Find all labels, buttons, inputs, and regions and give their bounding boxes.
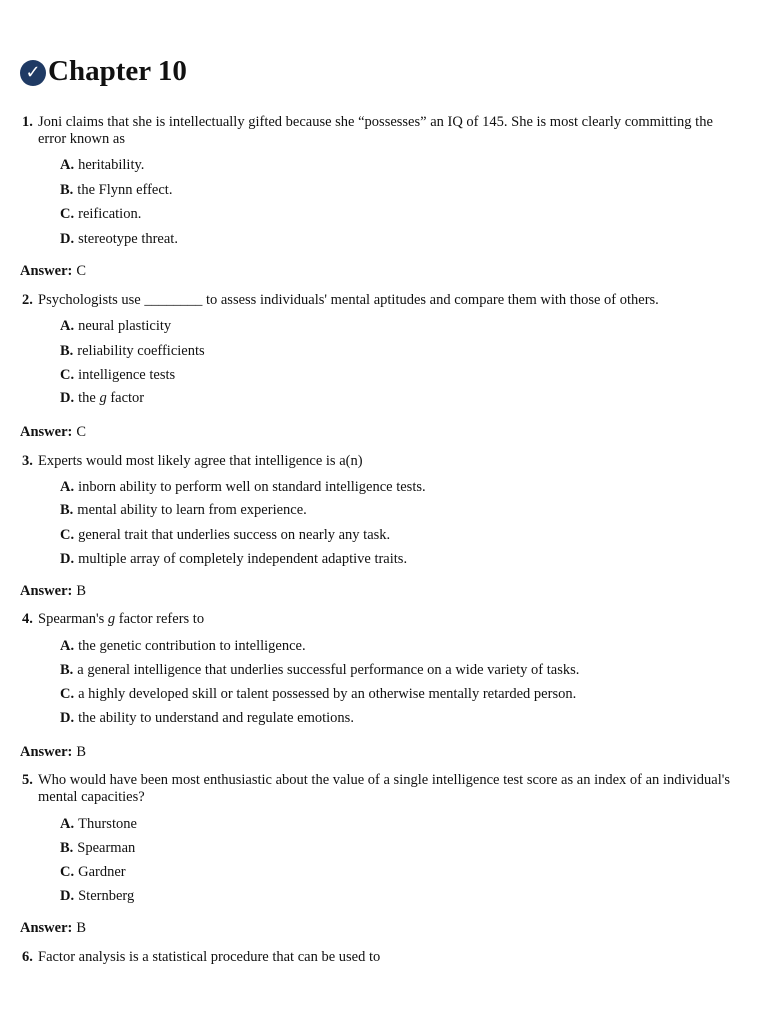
question-number: 4.	[22, 611, 33, 627]
question-number: 6.	[22, 949, 33, 965]
option-text: reliability coefficients	[77, 343, 205, 359]
option-2a	[60, 318, 171, 335]
option-text: the Flynn effect.	[77, 182, 173, 198]
option-text: general trait that underlies success on nearly any task.	[78, 527, 391, 543]
question-2	[22, 292, 738, 309]
option-5a	[60, 816, 137, 833]
option-text: inborn ability to perform well on standard intelligence tests.	[78, 479, 426, 495]
answer-label: Answer:	[20, 744, 73, 760]
option-text-after: factor	[110, 390, 145, 406]
option-4d	[60, 710, 354, 727]
option-letter: C.	[60, 686, 75, 702]
option-letter: B.	[60, 662, 74, 678]
option-letter: A.	[60, 638, 75, 654]
checkmark-icon: ✓	[20, 60, 46, 86]
chapter-title-text: Chapter 10	[48, 55, 187, 87]
option-text: mental ability to learn from experience.	[77, 502, 307, 518]
option-text: the ability to understand and regulate emotions.	[78, 710, 354, 726]
answer-label: Answer:	[20, 424, 73, 440]
option-letter: B.	[60, 502, 74, 518]
option-letter: C.	[60, 367, 75, 383]
option-letter: A.	[60, 479, 75, 495]
chapter-title	[20, 54, 187, 88]
question-text: Who would have been most enthusiastic about the value of a single intelligence test score as an index of an individual's mental capacities?	[38, 772, 730, 805]
option-text: heritability.	[78, 157, 145, 173]
option-4c	[60, 686, 576, 703]
answer-label: Answer:	[20, 583, 73, 599]
option-3a	[60, 479, 426, 496]
answer-value: C	[76, 424, 87, 440]
option-2c	[60, 367, 175, 384]
option-letter: B.	[60, 182, 74, 198]
option-letter: B.	[60, 343, 74, 359]
option-text-italic: g	[99, 390, 107, 406]
option-text-before: the	[78, 390, 96, 406]
answer-5	[20, 920, 86, 937]
option-5c	[60, 864, 126, 881]
question-number: 3.	[22, 453, 33, 469]
answer-value: B	[76, 920, 87, 936]
answer-label: Answer:	[20, 920, 73, 936]
option-3b	[60, 502, 307, 519]
question-5	[22, 772, 738, 806]
option-text: a general intelligence that underlies successful performance on a wide variety of tasks.	[77, 662, 580, 678]
option-text: a highly developed skill or talent possessed by an otherwise mentally retarded person.	[78, 686, 577, 702]
option-2b	[60, 343, 205, 360]
answer-4	[20, 744, 86, 761]
answer-3	[20, 583, 86, 600]
question-text: Experts would most likely agree that intelligence is a(n)	[38, 453, 363, 469]
question-3	[22, 453, 738, 470]
question-text: Psychologists use ________ to assess individuals' mental aptitudes and compare them with those of others.	[38, 292, 659, 308]
question-text-before: Spearman's	[38, 611, 105, 627]
option-4a	[60, 638, 306, 655]
option-letter: A.	[60, 816, 75, 832]
option-text: Gardner	[78, 864, 126, 880]
option-letter: D.	[60, 551, 75, 567]
option-text: Sternberg	[78, 888, 135, 904]
option-5b	[60, 840, 135, 857]
option-letter: A.	[60, 157, 75, 173]
question-number: 2.	[22, 292, 33, 308]
question-text: Joni claims that she is intellectually gifted because she “possesses” an IQ of 145. She is most clearly committing the error known as	[38, 114, 713, 147]
option-4b	[60, 662, 579, 679]
answer-value: B	[76, 583, 87, 599]
option-3c	[60, 527, 390, 544]
question-text: Factor analysis is a statistical procedure that can be used to	[38, 949, 381, 965]
option-text: reification.	[78, 206, 142, 222]
option-2d	[60, 390, 144, 407]
question-number: 1.	[22, 114, 33, 130]
question-number: 5.	[22, 772, 33, 788]
option-5d	[60, 888, 134, 905]
option-1a	[60, 157, 144, 174]
option-1d	[60, 231, 178, 248]
option-letter: C.	[60, 864, 75, 880]
option-letter: C.	[60, 527, 75, 543]
option-text: neural plasticity	[78, 318, 172, 334]
option-letter: C.	[60, 206, 75, 222]
question-6	[22, 949, 738, 966]
option-letter: D.	[60, 231, 75, 247]
question-4	[22, 611, 738, 628]
question-1	[22, 114, 738, 148]
question-text-after: factor refers to	[118, 611, 205, 627]
option-1b	[60, 182, 172, 199]
answer-1	[20, 263, 86, 280]
option-3d	[60, 551, 407, 568]
option-text: multiple array of completely independent adaptive traits.	[78, 551, 408, 567]
answer-2	[20, 424, 86, 441]
option-letter: D.	[60, 888, 75, 904]
answer-value: B	[76, 744, 87, 760]
question-text-italic: g	[107, 611, 116, 627]
option-letter: D.	[60, 710, 75, 726]
option-letter: B.	[60, 840, 74, 856]
option-text: stereotype threat.	[78, 231, 178, 247]
option-text: the genetic contribution to intelligence.	[78, 638, 306, 654]
option-text: intelligence tests	[78, 367, 176, 383]
option-letter: A.	[60, 318, 75, 334]
answer-label: Answer:	[20, 263, 73, 279]
option-letter: D.	[60, 390, 75, 406]
option-1c	[60, 206, 141, 223]
option-text: Thurstone	[78, 816, 137, 832]
answer-value: C	[76, 263, 87, 279]
option-text: Spearman	[77, 840, 136, 856]
